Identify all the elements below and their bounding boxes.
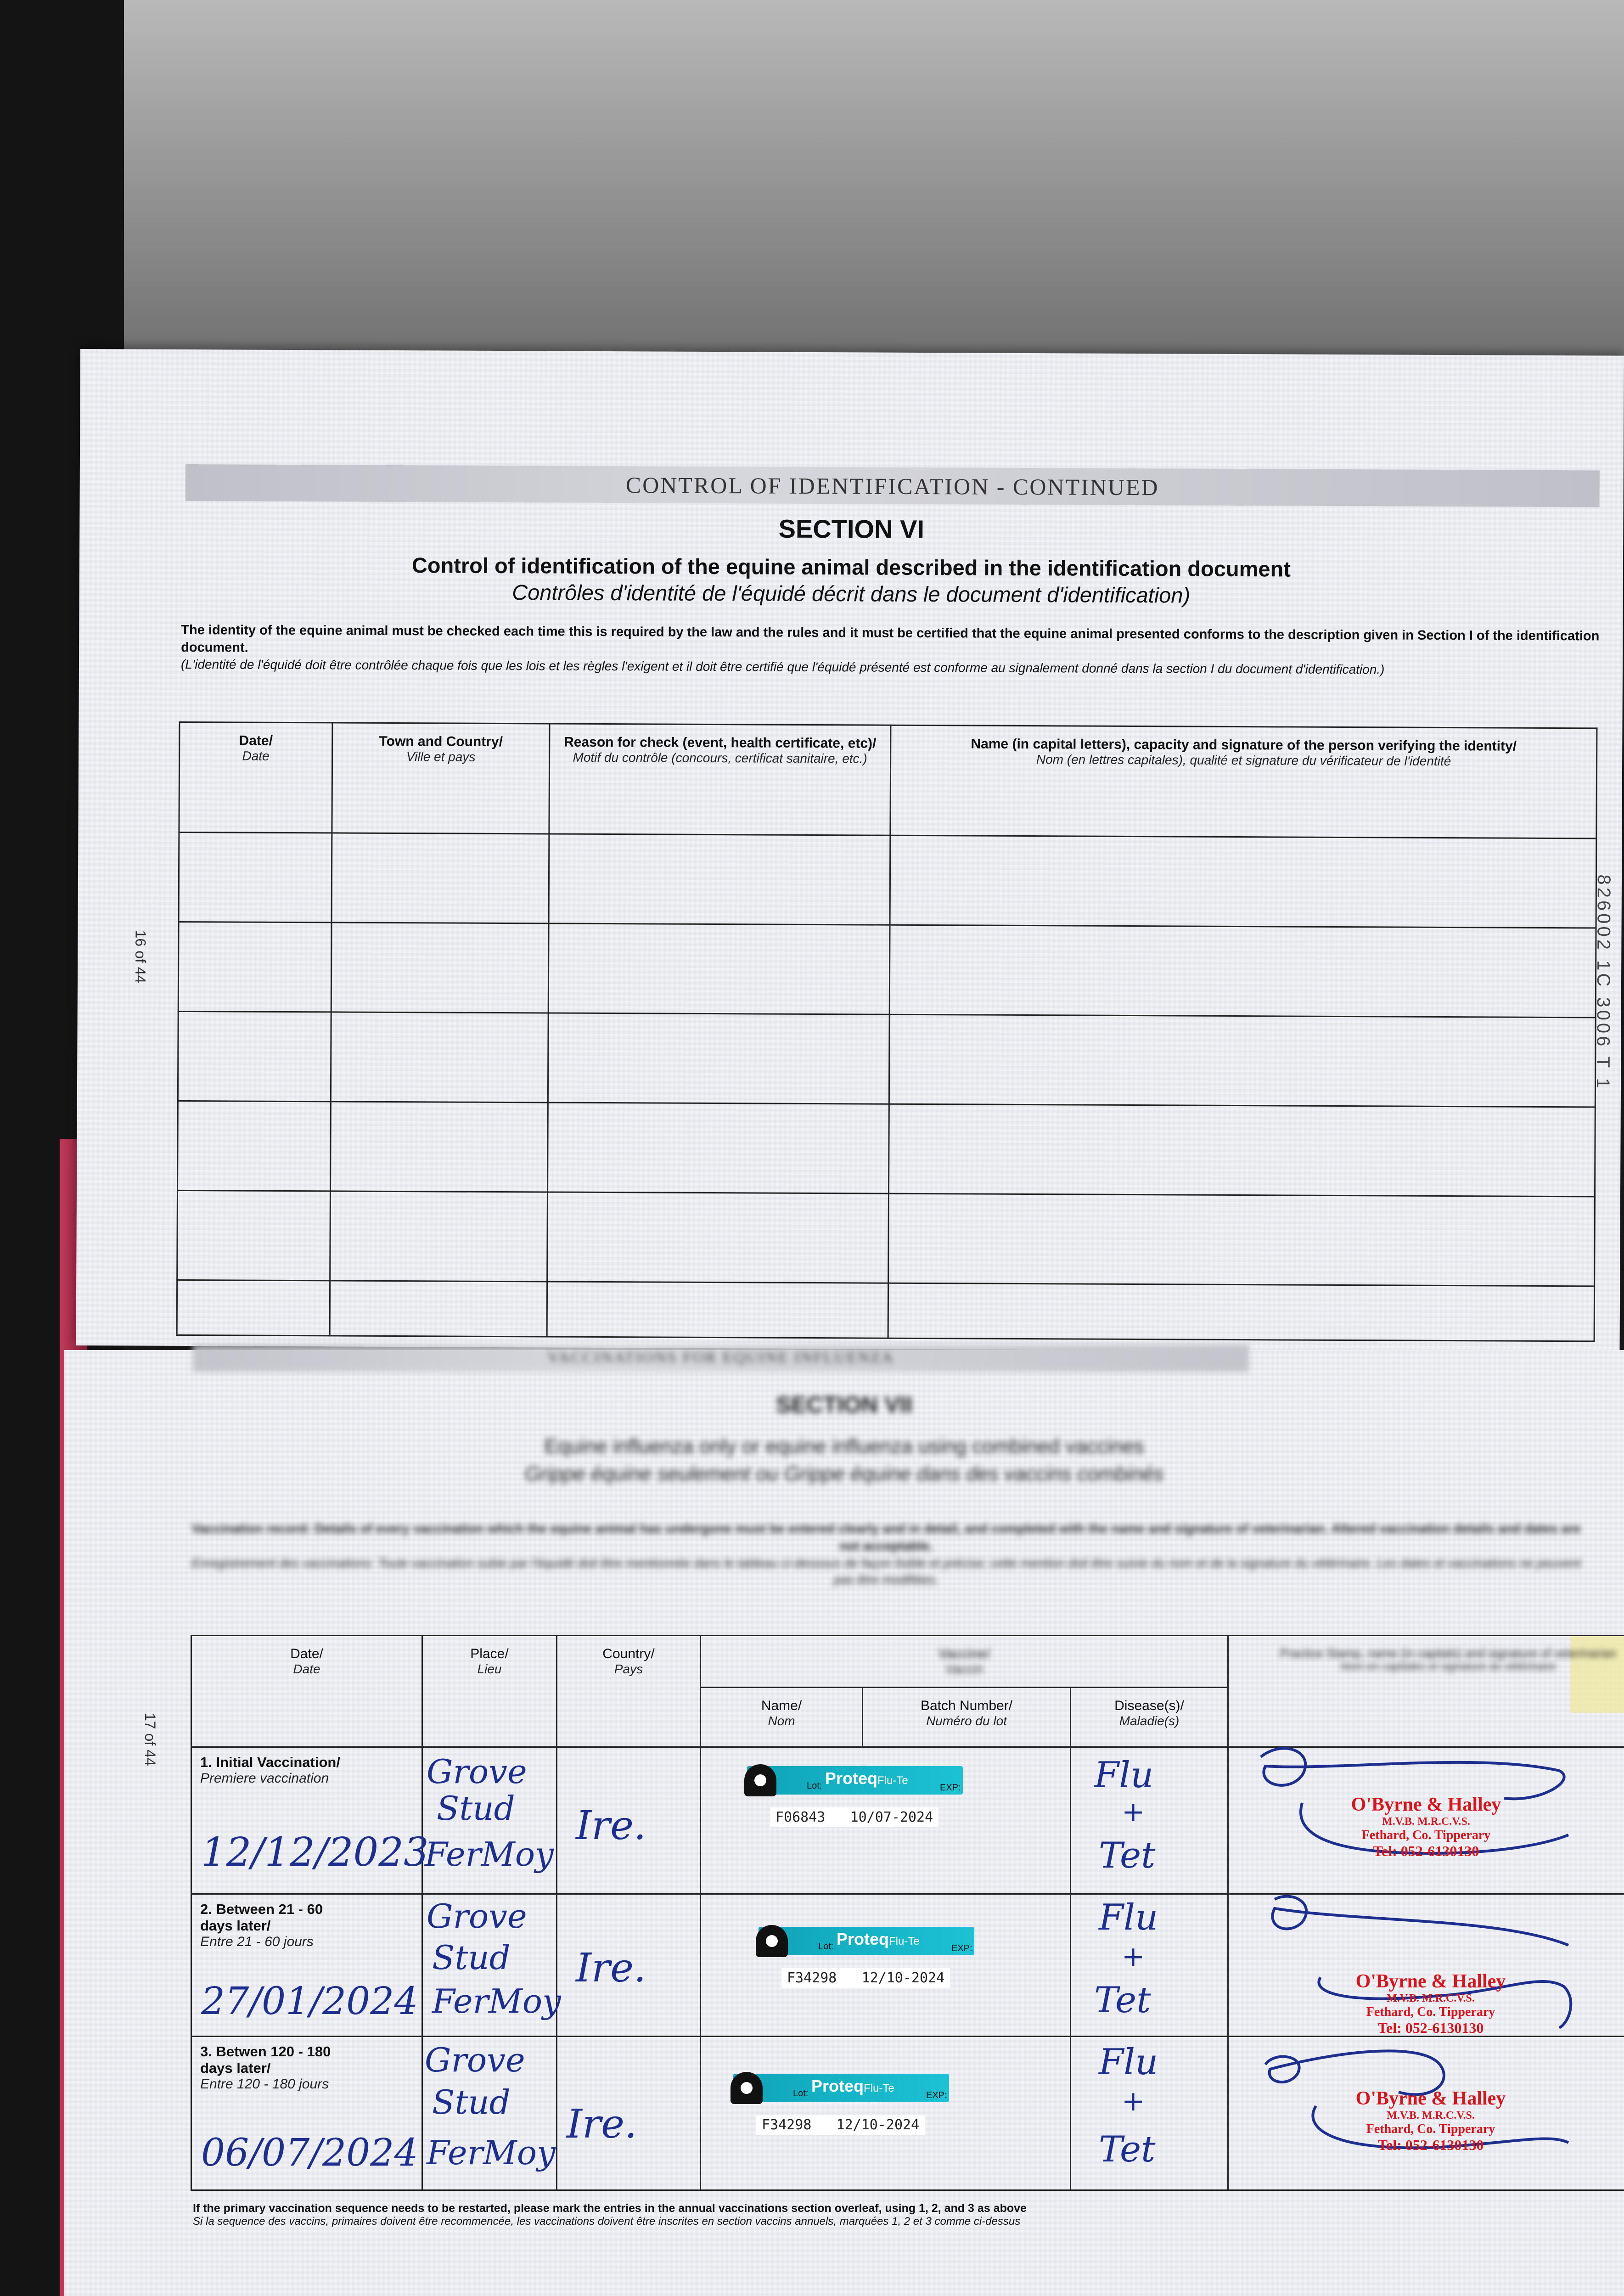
practice-stamp: O'Byrne & Halley M.V.B. M.R.C.V.S. Fethard, Co. Tipperary Tel: 052-6130130 [1355, 1971, 1506, 2036]
col-reason: Reason for check (event, health certificate, etc)/ Motif du contrôle (concours, certificat sanitaire, etc.) [549, 724, 891, 835]
cell-town[interactable] [330, 1281, 547, 1337]
background-top [0, 0, 1624, 367]
col-vaccine-name: Name/ Nom [701, 1688, 863, 1747]
cell-disease[interactable]: Flu + Tet [1071, 1747, 1228, 1894]
section-subtitle-fr: Contrôles d'identité de l'équidé décrit dans le document d'identification) [512, 580, 1191, 608]
cell-date[interactable]: 1. Initial Vaccination/ Premiere vaccination 12/12/2023 [191, 1747, 422, 1894]
table-row [177, 1280, 1594, 1341]
cell-verifier[interactable] [888, 1283, 1595, 1341]
batch-number: F06843 [775, 1809, 826, 1825]
section-subtitle-en: Control of identification of the equine animal described in the identification document [411, 553, 1291, 581]
cell-date[interactable] [178, 922, 332, 1012]
table-row [177, 1190, 1595, 1286]
cell-date[interactable] [177, 1190, 331, 1280]
sticker-logo-icon [744, 1764, 776, 1796]
practice-stamp: O'Byrne & Halley M.V.B. M.R.C.V.S. Fethard, Co. Tipperary Tel: 052-6130130 [1351, 1794, 1501, 1859]
intro-en: Vaccination record: Details of every vaccination which the equine animal has undergone must be entered clearly and in detail, and completed with the name and signature of veterinarian. Altered vaccination details and dates are not acceptable. [191, 1521, 1581, 1553]
cell-place[interactable]: Grove Stud FerMoy [422, 1894, 557, 2037]
cell-date[interactable] [177, 1280, 330, 1335]
cell-vaccine-sticker [701, 1894, 1071, 2037]
cell-reason[interactable] [547, 1192, 889, 1283]
cell-verifier[interactable] [888, 1193, 1595, 1286]
cell-verifier[interactable] [890, 835, 1596, 928]
table-row [178, 922, 1596, 1017]
section-header-text: CONTROL OF IDENTIFICATION - CONTINUED [625, 472, 1159, 501]
intro-fr: Enregistrement des vaccinations: Toute vaccination subie par l'équidé doit être mentionnée dans le tableau ci-dessous de façon lisible et précise; cette mention doit être suivie du nom et de la signature du vétérinaire. Les dates et vaccinations ne peuvent pas être modifiées. [191, 1556, 1581, 1587]
cell-date[interactable]: 2. Between 21 - 60 days later/ Entre 21 - 60 jours 27/01/2024 [191, 1894, 422, 2037]
cell-verifier[interactable] [888, 1104, 1595, 1197]
col-practice-stamp: Practice Stamp, name (in capitals) and signature of veterinarian Nom en capitales et signature du vétérinaire [1228, 1636, 1624, 1747]
col-date: Date/ Date [179, 722, 332, 833]
page-section-vii [64, 1350, 1624, 2296]
col-town-country: Town and Country/ Ville et pays [332, 723, 550, 834]
cell-date[interactable] [178, 1011, 331, 1101]
col-disease: Disease(s)/ Maladie(s) [1071, 1688, 1228, 1747]
vaccine-sticker: ProteqFlu-Te Lot: EXP: F06843 10/07-2024 [747, 1766, 977, 1835]
cell-town[interactable] [331, 1012, 548, 1103]
handwritten-date: 12/12/2023 [201, 1829, 429, 1875]
footnote [193, 2202, 1616, 2228]
cell-place[interactable]: Grove Stud FerMoy [422, 1747, 557, 1894]
sticker-logo-icon [756, 1925, 788, 1957]
practice-stamp: O'Byrne & Halley M.V.B. M.R.C.V.S. Fethard, Co. Tipperary Tel: 052-6130130 [1355, 2088, 1506, 2153]
col-place: Place/ Lieu [422, 1636, 557, 1747]
col-date: Date/ Date [191, 1636, 422, 1747]
intro-paragraph [184, 1520, 1589, 1588]
col-vaccine: Vaccine/ Vaccin [701, 1636, 1228, 1688]
section-header-bar: VACCINATIONS FOR EQUINE INFLUENZA [193, 1345, 1249, 1372]
cell-reason[interactable] [549, 834, 890, 925]
col-verifier: Name (in capital letters), capacity and signature of the person verifying the identity/ Nom (en lettres capitales), qualité et signature du vérificateur de l'identité [890, 725, 1597, 838]
vaccination-row-3 [191, 2037, 1624, 2190]
expiry-date: 10/07-2024 [850, 1809, 933, 1825]
page-number: 16 of 44 [132, 930, 149, 984]
vaccine-sticker: ProteqFlu-Te Lot: EXP: F34298 12/10-2024 [759, 1927, 988, 1996]
cell-town[interactable] [331, 923, 549, 1013]
cell-disease[interactable]: Flu + Tet [1071, 1894, 1228, 2037]
intro-fr: (L'identité de l'équidé doit être contrôlée chaque fois que les lois et les règles l'exigent et il doit être certifié que l'équidé présenté est conforme au signalement donné dans la section I du document d'identification.) [180, 657, 1385, 677]
handwritten-date: 27/01/2024 [201, 1980, 418, 2023]
cell-disease[interactable]: Flu + Tet [1071, 2037, 1228, 2190]
cell-town[interactable] [332, 833, 549, 923]
cell-country[interactable]: Ire. [557, 1894, 701, 2037]
sticker-logo-icon [731, 2072, 763, 2104]
table-header-row [179, 722, 1597, 838]
expiry-date: 12/10-2024 [836, 2117, 920, 2133]
batch-number: F34298 [762, 2117, 812, 2133]
cell-reason[interactable] [548, 1013, 889, 1104]
cell-practice-stamp[interactable] [1228, 2037, 1624, 2190]
expiry-date: 12/10-2024 [861, 1970, 945, 1986]
batch-number: F34298 [787, 1970, 837, 1986]
page-section-vi [76, 349, 1624, 1352]
vaccination-row-2 [191, 1894, 1624, 2037]
section-header-bar [185, 464, 1600, 507]
col-batch-number: Batch Number/ Numéro du lot [863, 1688, 1071, 1747]
cell-practice-stamp[interactable] [1228, 1747, 1624, 1894]
intro-en: The identity of the equine animal must be checked each time this is required by the law and the rules and it must be certified that the equine animal presented conforms to the description given in Section I of the identification document. [181, 622, 1600, 655]
cell-country[interactable]: Ire. [557, 1747, 701, 1894]
cell-practice-stamp[interactable] [1228, 1894, 1624, 2037]
cell-date[interactable] [179, 832, 332, 922]
cell-date[interactable]: 3. Betwen 120 - 180 days later/ Entre 120 - 180 jours 06/07/2024 [191, 2037, 422, 2190]
cell-date[interactable] [178, 1101, 331, 1191]
cell-verifier[interactable] [889, 925, 1596, 1018]
cell-town[interactable] [331, 1102, 548, 1192]
vaccination-table [191, 1635, 1624, 2191]
page-number: 17 of 44 [142, 1713, 158, 1766]
section-subtitle-en: Equine influenza only or equine influenza using combined vaccines [544, 1435, 1144, 1458]
handwritten-date: 06/07/2024 [201, 2131, 418, 2175]
cell-country[interactable]: Ire. [557, 2037, 701, 2190]
cell-reason[interactable] [547, 1282, 888, 1338]
section-title: SECTION VII [775, 1392, 913, 1418]
cell-vaccine-sticker [701, 2037, 1071, 2190]
cell-town[interactable] [330, 1191, 548, 1282]
document-side-code: 826002 1C 3006 T 1 [1592, 874, 1614, 1091]
cell-reason[interactable] [548, 923, 890, 1014]
table-header-row [191, 1636, 1624, 1688]
table-row [179, 832, 1596, 928]
cell-vaccine-sticker [701, 1747, 1071, 1894]
vaccination-row-1 [191, 1747, 1624, 1894]
table-row [178, 1101, 1596, 1196]
section-subtitle-fr: Grippe équine seulement ou Grippe équine dans des vaccins combinés [524, 1463, 1164, 1485]
cell-verifier[interactable] [889, 1014, 1596, 1107]
identification-check-table [176, 721, 1598, 1342]
col-country: Country/ Pays [557, 1636, 701, 1747]
cell-reason[interactable] [547, 1103, 889, 1193]
section-title: SECTION VI [778, 514, 925, 544]
cell-place[interactable]: Grove Stud FerMoy [422, 2037, 557, 2190]
footnote-fr: Si la sequence des vaccins, primaires doivent être recommencée, les vaccinations doivent être inscrites en section vaccins annuels, marquées 1, 2 et 3 comme ci-dessus [193, 2215, 1021, 2228]
vaccine-sticker: ProteqFlu-Te Lot: EXP: F34298 12/10-2024 [733, 2074, 963, 2143]
table-row [178, 1011, 1596, 1107]
footnote-en: If the primary vaccination sequence needs to be restarted, please mark the entries in the annual vaccinations section overleaf, using 1, 2, and 3 as above [193, 2202, 1027, 2215]
intro-paragraph [181, 621, 1600, 679]
